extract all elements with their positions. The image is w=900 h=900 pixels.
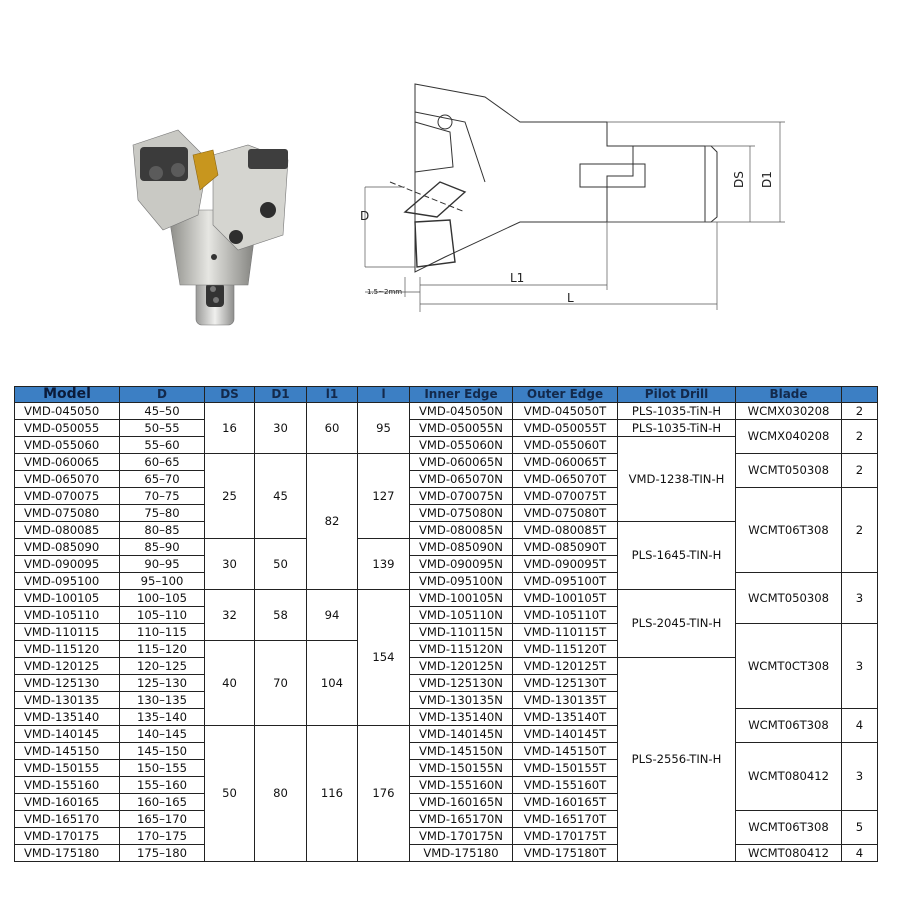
model-cell: VMD-080085: [15, 522, 120, 539]
outer-edge-cell: VMD-110115T: [513, 624, 618, 641]
outer-edge-cell: VMD-085090T: [513, 539, 618, 556]
technical-drawing: [345, 72, 800, 322]
l-cell: 127: [358, 454, 410, 539]
outer-edge-cell: VMD-075080T: [513, 505, 618, 522]
outer-edge-cell: VMD-150155T: [513, 760, 618, 777]
header-l1: l1: [307, 387, 358, 403]
model-cell: VMD-145150: [15, 743, 120, 760]
table-row: [15, 454, 878, 471]
diameter-range-cell: 130–135: [120, 692, 205, 709]
diameter-range-cell: 85–90: [120, 539, 205, 556]
header-pilot-drill: Pilot Drill: [618, 387, 736, 403]
diameter-range-cell: 80–85: [120, 522, 205, 539]
inner-edge-cell: VMD-160165N: [410, 794, 513, 811]
inner-edge-cell: VMD-050055N: [410, 420, 513, 437]
table-row: [15, 420, 878, 437]
inner-edge-cell: VMD-120125N: [410, 658, 513, 675]
header-inner-edge: Inner Edge: [410, 387, 513, 403]
model-cell: VMD-140145: [15, 726, 120, 743]
outer-edge-cell: VMD-060065T: [513, 454, 618, 471]
outer-edge-cell: VMD-160165T: [513, 794, 618, 811]
pilot-drill-cell: PLS-1645-TIN-H: [618, 522, 736, 590]
l-cell: 139: [358, 539, 410, 590]
diameter-range-cell: 55–60: [120, 437, 205, 454]
inner-edge-cell: VMD-145150N: [410, 743, 513, 760]
model-cell: VMD-055060: [15, 437, 120, 454]
diameter-range-cell: 110–115: [120, 624, 205, 641]
blade-qty-cell: 2: [842, 403, 878, 420]
outer-edge-cell: VMD-165170T: [513, 811, 618, 828]
dim-l1-label: L1: [510, 271, 525, 285]
inner-edge-cell: VMD-105110N: [410, 607, 513, 624]
outer-edge-cell: VMD-155160T: [513, 777, 618, 794]
outer-edge-cell: VMD-105110T: [513, 607, 618, 624]
table-row: [15, 845, 878, 862]
header-d: D: [120, 387, 205, 403]
model-cell: VMD-130135: [15, 692, 120, 709]
diameter-range-cell: 150–155: [120, 760, 205, 777]
pilot-drill-cell: VMD-1238-TIN-H: [618, 437, 736, 522]
outer-edge-cell: VMD-135140T: [513, 709, 618, 726]
l-cell: 95: [358, 403, 410, 454]
blade-cell: WCMX030208: [736, 403, 842, 420]
l1-cell: 82: [307, 454, 358, 590]
diameter-range-cell: 60–65: [120, 454, 205, 471]
l1-cell: 104: [307, 641, 358, 726]
diameter-range-cell: 90–95: [120, 556, 205, 573]
outer-edge-cell: VMD-065070T: [513, 471, 618, 488]
header-outer-edge: Outer Edge: [513, 387, 618, 403]
table-body: [15, 403, 878, 862]
l-cell: 154: [358, 590, 410, 726]
diameter-range-cell: 115–120: [120, 641, 205, 658]
model-cell: VMD-115120: [15, 641, 120, 658]
d1-cell: 30: [255, 403, 307, 454]
inner-edge-cell: VMD-100105N: [410, 590, 513, 607]
outer-edge-cell: VMD-120125T: [513, 658, 618, 675]
header-d1: D1: [255, 387, 307, 403]
outer-edge-cell: VMD-140145T: [513, 726, 618, 743]
model-cell: VMD-045050: [15, 403, 120, 420]
inner-edge-cell: VMD-045050N: [410, 403, 513, 420]
model-cell: VMD-105110: [15, 607, 120, 624]
model-cell: VMD-100105: [15, 590, 120, 607]
model-cell: VMD-095100: [15, 573, 120, 590]
inner-edge-cell: VMD-155160N: [410, 777, 513, 794]
model-cell: VMD-135140: [15, 709, 120, 726]
diameter-range-cell: 70–75: [120, 488, 205, 505]
blade-qty-cell: 2: [842, 488, 878, 573]
inner-edge-cell: VMD-125130N: [410, 675, 513, 692]
diameter-range-cell: 175–180: [120, 845, 205, 862]
model-cell: VMD-160165: [15, 794, 120, 811]
header-blade: Blade: [736, 387, 842, 403]
diameter-range-cell: 140–145: [120, 726, 205, 743]
outer-edge-cell: VMD-080085T: [513, 522, 618, 539]
l1-cell: 94: [307, 590, 358, 641]
blade-qty-cell: 5: [842, 811, 878, 845]
inner-edge-cell: VMD-110115N: [410, 624, 513, 641]
inner-edge-cell: VMD-080085N: [410, 522, 513, 539]
ds-cell: 25: [205, 454, 255, 539]
outer-edge-cell: VMD-115120T: [513, 641, 618, 658]
inner-edge-cell: VMD-055060N: [410, 437, 513, 454]
header-model: Model: [15, 387, 120, 403]
inner-edge-cell: VMD-150155N: [410, 760, 513, 777]
diameter-range-cell: 155–160: [120, 777, 205, 794]
blade-cell: WCMT080412: [736, 743, 842, 811]
inner-edge-cell: VMD-170175N: [410, 828, 513, 845]
outer-edge-cell: VMD-050055T: [513, 420, 618, 437]
outer-edge-cell: VMD-125130T: [513, 675, 618, 692]
pilot-drill-cell: PLS-1035-TiN-H: [618, 420, 736, 437]
ds-cell: 32: [205, 590, 255, 641]
table-header: [15, 387, 878, 403]
blade-qty-cell: 2: [842, 454, 878, 488]
diameter-range-cell: 170–175: [120, 828, 205, 845]
diameter-range-cell: 95–100: [120, 573, 205, 590]
inner-edge-cell: VMD-065070N: [410, 471, 513, 488]
d1-cell: 50: [255, 539, 307, 590]
blade-cell: WCMX040208: [736, 420, 842, 454]
d1-cell: 45: [255, 454, 307, 539]
outer-edge-cell: VMD-145150T: [513, 743, 618, 760]
inner-edge-cell: VMD-165170N: [410, 811, 513, 828]
blade-cell: WCMT050308: [736, 573, 842, 624]
table-row: [15, 573, 878, 590]
outer-edge-cell: VMD-130135T: [513, 692, 618, 709]
table-row: [15, 403, 878, 420]
ds-cell: 50: [205, 726, 255, 862]
model-cell: VMD-175180: [15, 845, 120, 862]
diameter-range-cell: 125–130: [120, 675, 205, 692]
blade-cell: WCMT080412: [736, 845, 842, 862]
blade-cell: WCMT050308: [736, 454, 842, 488]
inner-edge-cell: VMD-135140N: [410, 709, 513, 726]
inner-edge-cell: VMD-175180: [410, 845, 513, 862]
outer-edge-cell: VMD-055060T: [513, 437, 618, 454]
dim-l-label: L: [567, 291, 574, 305]
inner-edge-cell: VMD-140145N: [410, 726, 513, 743]
model-cell: VMD-065070: [15, 471, 120, 488]
dim-d-label: D: [360, 209, 370, 223]
tool-body-outline: [415, 84, 633, 272]
inner-edge-cell: VMD-130135N: [410, 692, 513, 709]
diameter-range-cell: 135–140: [120, 709, 205, 726]
d1-cell: 58: [255, 590, 307, 641]
table-row: [15, 743, 878, 760]
diameter-range-cell: 50–55: [120, 420, 205, 437]
pilot-drill-cell: PLS-1035-TiN-H: [618, 403, 736, 420]
header-ds: DS: [205, 387, 255, 403]
spec-table: [14, 386, 878, 862]
blade-cell: WCMT06T308: [736, 811, 842, 845]
l1-cell: 116: [307, 726, 358, 862]
ds-cell: 30: [205, 539, 255, 590]
outer-edge-cell: VMD-175180T: [513, 845, 618, 862]
table-row: [15, 488, 878, 505]
diameter-range-cell: 65–70: [120, 471, 205, 488]
inner-edge-cell: VMD-115120N: [410, 641, 513, 658]
blade-qty-cell: 3: [842, 743, 878, 811]
diameter-range-cell: 45–50: [120, 403, 205, 420]
model-cell: VMD-125130: [15, 675, 120, 692]
table-row: [15, 811, 878, 828]
diameter-range-cell: 145–150: [120, 743, 205, 760]
outer-edge-cell: VMD-070075T: [513, 488, 618, 505]
inner-edge-cell: VMD-075080N: [410, 505, 513, 522]
inner-edge-cell: VMD-085090N: [410, 539, 513, 556]
model-cell: VMD-170175: [15, 828, 120, 845]
blade-qty-cell: 2: [842, 420, 878, 454]
model-cell: VMD-090095: [15, 556, 120, 573]
diameter-range-cell: 160–165: [120, 794, 205, 811]
product-photo: [118, 115, 298, 330]
model-cell: VMD-075080: [15, 505, 120, 522]
header-qty: [842, 387, 878, 403]
diameter-range-cell: 120–125: [120, 658, 205, 675]
table-row: [15, 709, 878, 726]
model-cell: VMD-110115: [15, 624, 120, 641]
pilot-drill-cell: PLS-2556-TIN-H: [618, 658, 736, 862]
d1-cell: 80: [255, 726, 307, 862]
inner-edge-cell: VMD-060065N: [410, 454, 513, 471]
model-cell: VMD-120125: [15, 658, 120, 675]
diameter-range-cell: 165–170: [120, 811, 205, 828]
l1-cell: 60: [307, 403, 358, 454]
blade-cell: WCMT06T308: [736, 488, 842, 573]
blade-qty-cell: 4: [842, 709, 878, 743]
outer-edge-cell: VMD-090095T: [513, 556, 618, 573]
dim-tip-label: 1.5~2mm: [367, 288, 403, 296]
model-cell: VMD-155160: [15, 777, 120, 794]
outer-edge-cell: VMD-170175T: [513, 828, 618, 845]
header-l: l: [358, 387, 410, 403]
blade-cell: WCMT06T308: [736, 709, 842, 743]
dim-d1-label: D1: [760, 171, 774, 188]
ds-cell: 40: [205, 641, 255, 726]
outer-edge-cell: VMD-045050T: [513, 403, 618, 420]
inner-edge-cell: VMD-090095N: [410, 556, 513, 573]
d1-cell: 70: [255, 641, 307, 726]
dim-ds-label: DS: [732, 171, 746, 188]
diameter-range-cell: 100–105: [120, 590, 205, 607]
blade-qty-cell: 3: [842, 624, 878, 709]
outer-edge-cell: VMD-100105T: [513, 590, 618, 607]
diameter-range-cell: 75–80: [120, 505, 205, 522]
model-cell: VMD-150155: [15, 760, 120, 777]
inner-edge-cell: VMD-095100N: [410, 573, 513, 590]
table-row: [15, 624, 878, 641]
model-cell: VMD-050055: [15, 420, 120, 437]
blade-cell: WCMT0CT308: [736, 624, 842, 709]
diameter-range-cell: 105–110: [120, 607, 205, 624]
l-cell: 176: [358, 726, 410, 862]
model-cell: VMD-070075: [15, 488, 120, 505]
inner-edge-cell: VMD-070075N: [410, 488, 513, 505]
model-cell: VMD-165170: [15, 811, 120, 828]
blade-qty-cell: 3: [842, 573, 878, 624]
pilot-drill-cell: PLS-2045-TIN-H: [618, 590, 736, 658]
blade-qty-cell: 4: [842, 845, 878, 862]
ds-cell: 16: [205, 403, 255, 454]
model-cell: VMD-060065: [15, 454, 120, 471]
model-cell: VMD-085090: [15, 539, 120, 556]
outer-edge-cell: VMD-095100T: [513, 573, 618, 590]
